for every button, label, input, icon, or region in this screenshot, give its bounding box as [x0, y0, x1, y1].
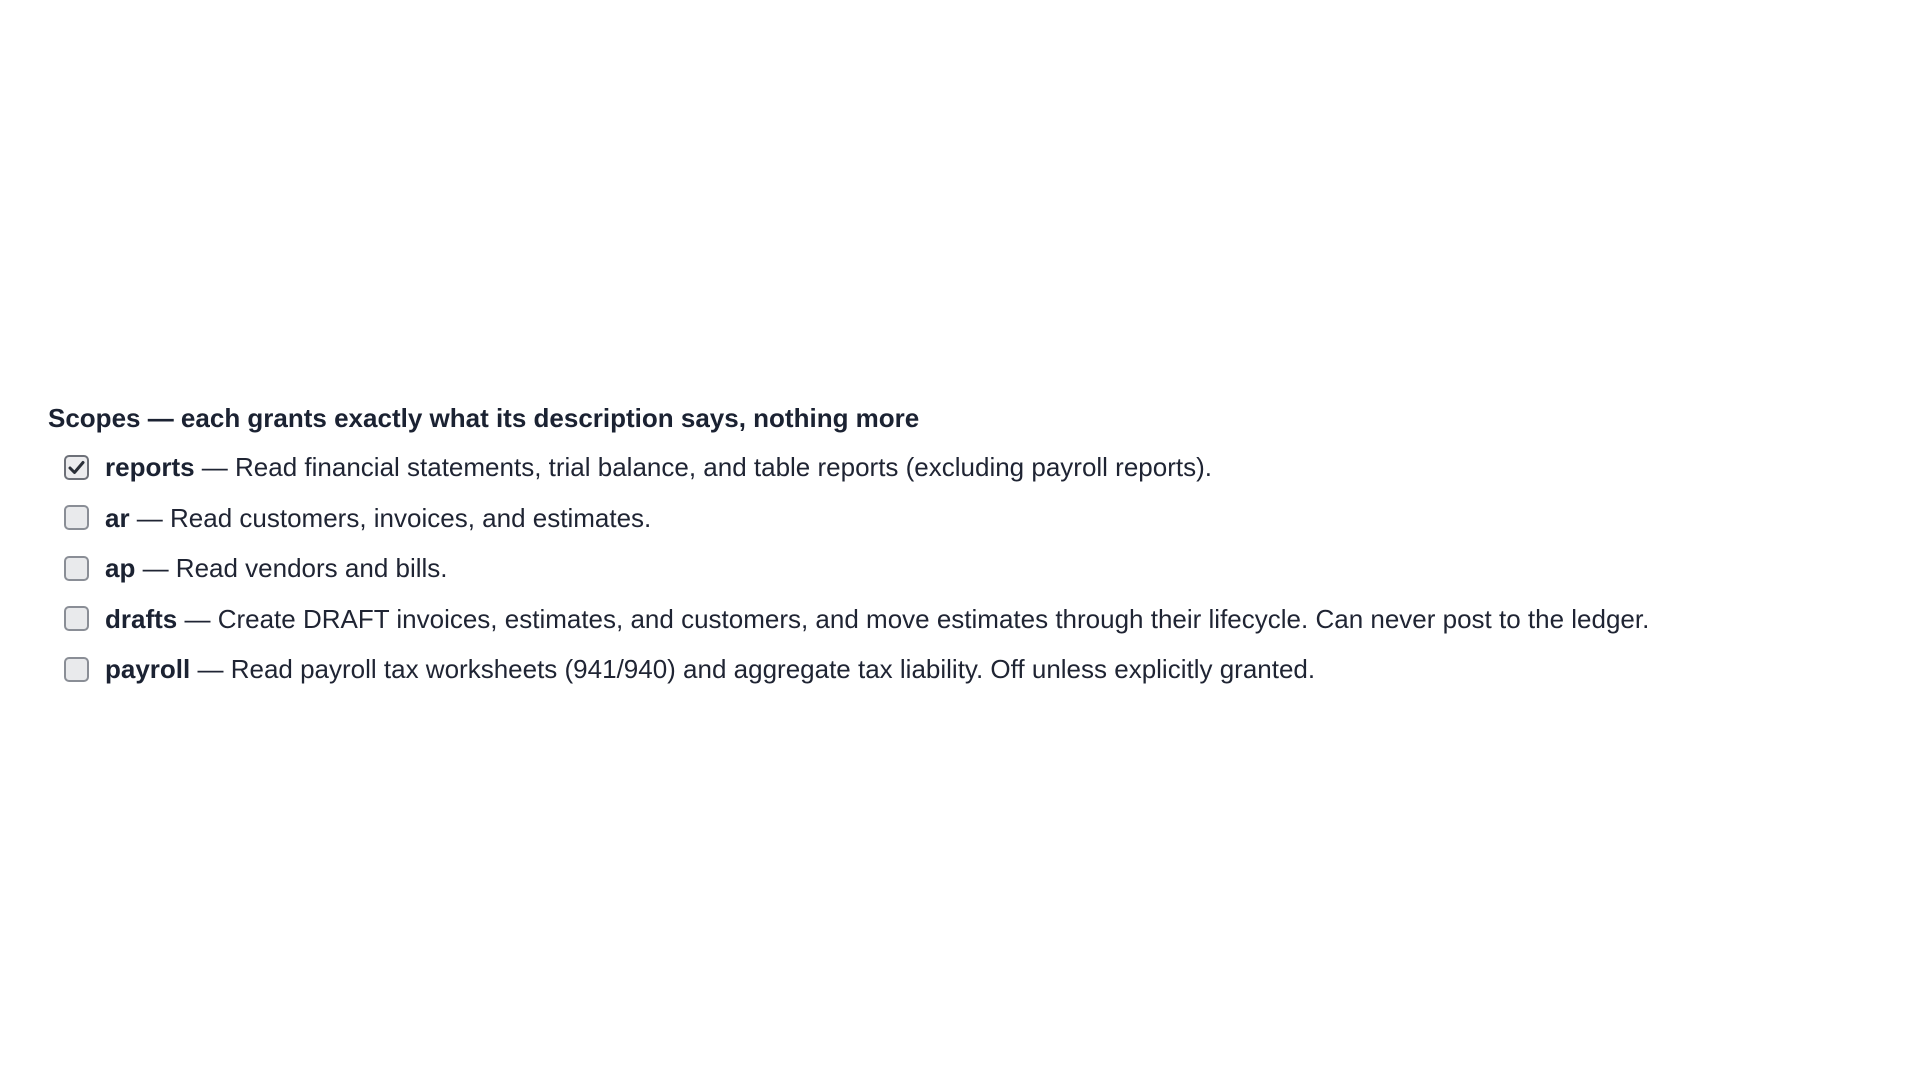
scopes-heading: Scopes — each grants exactly what its description says, nothing more	[48, 403, 920, 433]
scope-item-ap[interactable]	[48, 543, 1908, 594]
scope-name: reports	[105, 452, 195, 483]
scope-item-ar[interactable]	[48, 493, 1908, 544]
scope-description: Read customers, invoices, and estimates.	[170, 502, 652, 533]
scope-separator: —	[129, 502, 171, 533]
scope-separator: —	[177, 603, 218, 634]
scope-separator: —	[135, 553, 176, 584]
scope-checkbox-drafts[interactable]	[64, 606, 89, 631]
scope-description: Read financial statements, trial balance, and table reports (excluding payroll reports).	[235, 452, 1212, 483]
scope-label-payroll	[105, 653, 1315, 685]
scope-label-ar	[105, 502, 651, 534]
scope-checkbox-payroll[interactable]	[64, 657, 89, 682]
scope-item-reports[interactable]	[48, 442, 1908, 493]
scope-label-ap	[105, 552, 448, 584]
scope-label-drafts	[105, 603, 1649, 635]
scope-label-reports	[105, 451, 1212, 483]
scope-name: ap	[105, 553, 136, 584]
scope-checkbox-reports[interactable]	[64, 455, 89, 480]
scope-separator: —	[194, 452, 236, 483]
scope-description: Create DRAFT invoices, estimates, and customers, and move estimates through their lifecycle. Can never post to the ledger.	[217, 603, 1650, 634]
scope-name: payroll	[105, 654, 191, 685]
checkmark-icon	[68, 460, 85, 475]
scope-checkbox-ar[interactable]	[64, 505, 89, 530]
scope-name: ar	[105, 502, 130, 533]
scopes-section	[48, 398, 1908, 695]
scope-item-payroll[interactable]	[48, 644, 1908, 695]
scope-separator: —	[190, 654, 231, 685]
scope-checkbox-ap[interactable]	[64, 556, 89, 581]
scope-list	[48, 442, 1908, 695]
scope-description: Read payroll tax worksheets (941/940) and aggregate tax liability. Off unless explicitly granted.	[230, 654, 1316, 685]
scope-item-drafts[interactable]	[48, 594, 1908, 645]
scope-name: drafts	[105, 603, 178, 634]
scope-description: Read vendors and bills.	[175, 553, 448, 584]
